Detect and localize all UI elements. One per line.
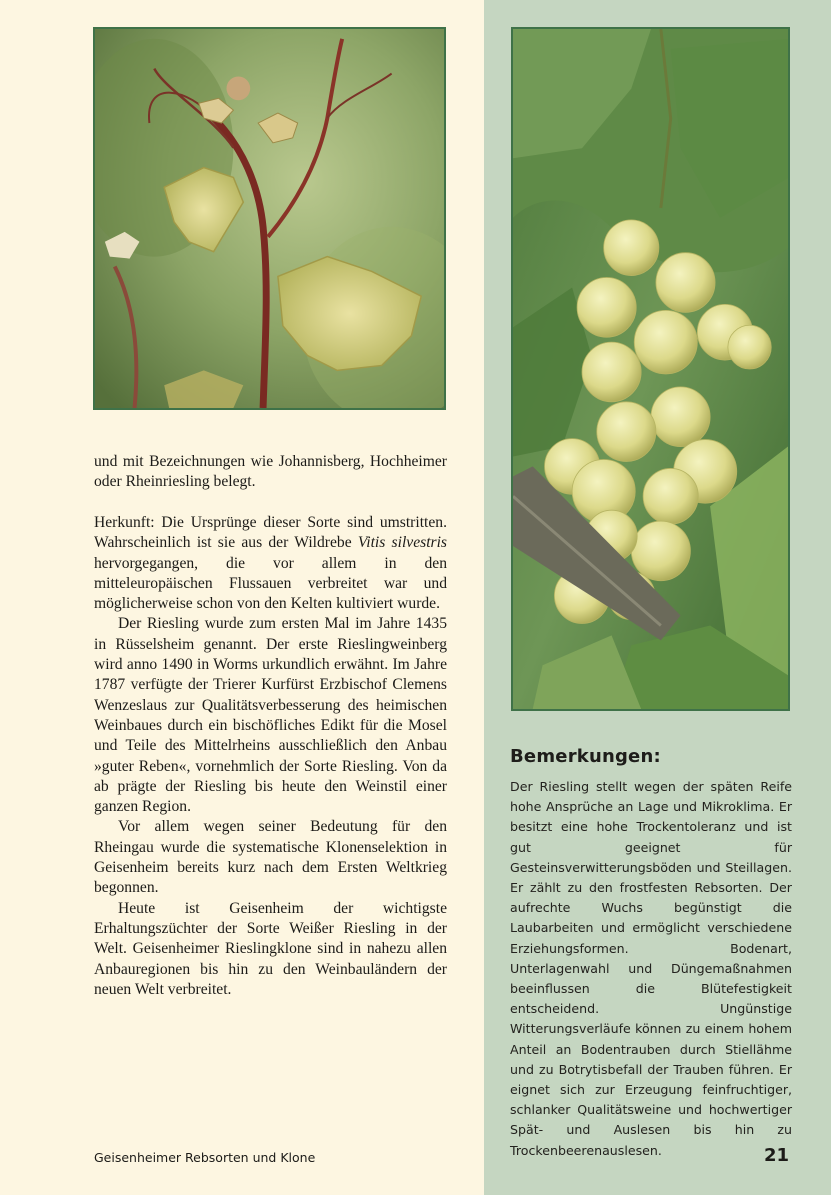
herkunft-text-end: hervorgegangen, die vor allem in den mitteleuropäischen Flussauen verbreitet war und möglicherweise schon von den Kelten kultiviert wurde. — [94, 554, 447, 613]
remarks-title: Bemerkungen: — [510, 746, 661, 767]
herkunft-text-start: Herkunft: Die Ursprünge dieser Sorte sind umstritten. Wahrscheinlich ist sie aus der Wildrebe — [94, 514, 447, 552]
geisenheim-paragraph: Heute ist Geisenheim der wichtigste Erhaltungszüchter der Sorte Weißer Riesling in der Welt. Geisenheimer Rieslingklone sind in nahezu allen Anbauregionen bis hin zu den Weinbauländern der neuen Welt verbreitet. — [94, 899, 447, 998]
clone-selection-paragraph: Vor allem wegen seiner Bedeutung für den Rheingau wurde die systematische Klonenselektion in Geisenheim bereits kurz nach dem Ersten Weltkrieg begonnen. — [94, 818, 447, 897]
page-number: 21 — [763, 1145, 789, 1166]
main-text-column — [94, 513, 447, 1000]
history-paragraph: Der Riesling wurde zum ersten Mal im Jahre 1435 in Rüsselsheim genannt. Der erste Rieslingweinberg wird anno 1490 in Worms urkundlich erwähnt. Im Jahre 1787 verfügte der Trierer Kurfürst Erzbischof Clemens Wenzeslaus zur Qualitätsverbesserung des heimischen Weinbaues durch ein bischöfliches Edikt für die Mosel und Teile des Mittelrheins ausschließlich den Anbau »guter Reben«, vornehmlich der Sorte Riesling. Von da ab prägte der Riesling bis heute den Weinstil einer ganzen Region. — [94, 615, 447, 816]
herkunft-species-name: Vitis silvestris — [357, 534, 447, 552]
herkunft-paragraph — [94, 513, 447, 614]
grape-cluster-photo — [511, 27, 790, 711]
footer-title: Geisenheimer Rebsorten und Klone — [94, 1150, 316, 1165]
remarks-text: Der Riesling stellt wegen der späten Reife hohe Ansprüche an Lage und Mikroklima. Er besitzt eine hohe Trockentoleranz und ist gut geeignet für Gesteinsverwitterungsböden und Steillagen. Er zählt zu den frostfesten Rebsorten. Der aufrechte Wuchs begünstigt die Laubarbeiten und ermöglicht verschiedene Erziehungsformen. Bodenart, Unterlagenwahl und Düngemaßnahmen beeinflussen die Blütefestigkeit entscheidend. Ungünstige Witterungsverläufe können zu einem hohem Anteil an Bodentrauben durch Stiellähme und zu Botrytisbefall der Trauben führen. Er eignet sich zur Erzeugung feinfruchtiger, schlanker Qualitätsweine und hochwertiger Spät- und Auslesen bis hin zu Trockenbeerenauslesen. — [510, 779, 792, 1158]
intro-paragraph — [94, 452, 447, 493]
intro-text: und mit Bezeichnungen wie Johannisberg, Hochheimer oder Rheinriesling belegt. — [94, 453, 447, 491]
vine-shoot-photo — [93, 27, 446, 410]
